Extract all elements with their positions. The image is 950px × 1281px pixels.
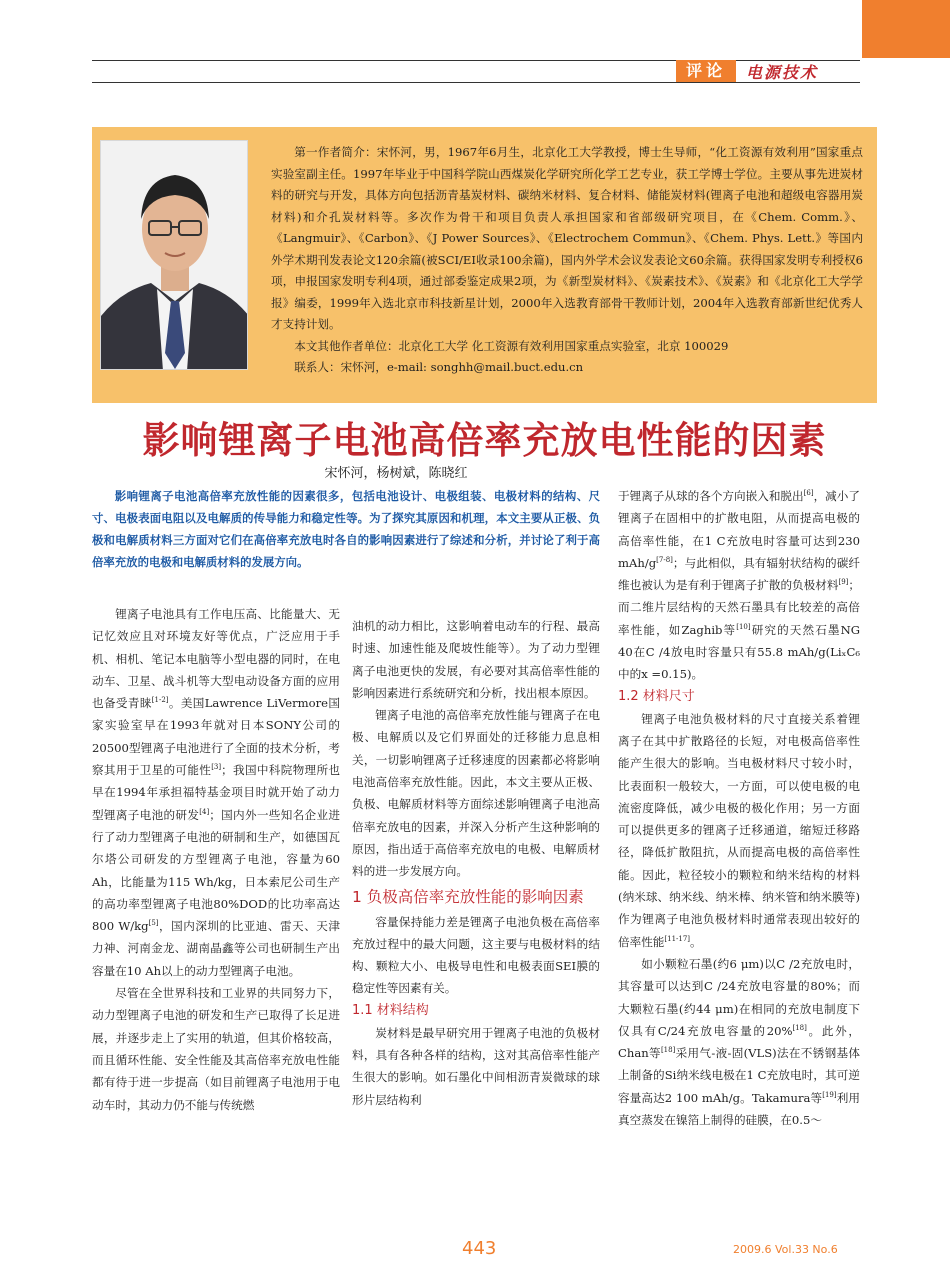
subsection-heading-1-2: 1.2 材料尺寸 <box>618 688 695 704</box>
bio-units: 本文其他作者单位：北京化工大学 化工资源有效利用国家重点实验室，北京 100029 <box>294 338 729 353</box>
paragraph: 油机的动力相比，这影响着电动车的行程、最高时速、加速性能及爬坡性能等）。为了动力型锂离子电池更快的发展，有必要对其高倍率性能的影响因素进行系统研究和分析，找出根本原因。 <box>352 619 600 700</box>
section-category: 评论 <box>676 60 736 82</box>
body-column-3 <box>618 485 860 1131</box>
page-number: 443 <box>462 1238 497 1259</box>
paragraph: 如小颗粒石墨(约6 μm)以C /2充放电时，其容量可以达到C /24充放电容量的80%；而大颗粒石墨(约44 μm)在相同的充放电制度下仅具有C/24充放电容量的20%[18]。此外，Chan等[18]采用气-液-固(VLS)法在不锈钢基体上制备的Si纳米线电极在1 C充放电时，其可逆容量高达2 100 mAh/g。Takamura等[19]利用真空蒸发在镍箔上制得的硅膜，在0.5～ <box>618 956 860 1128</box>
paragraph: 炭材料是最早研究用于锂离子电池的负极材料，具有各种各样的结构，这对其高倍率性能产生很大的影响。如石墨化中间相沥青炭微球的球形片层结构利 <box>352 1025 600 1107</box>
paragraph: 锂离子电池的高倍率充放性能与锂离子在电极、电解质以及它们界面处的迁移能力息息相关，一切影响锂离子迁移速度的因素都必将影响电池高倍率充放性能。因此，本文主要从正极、负极、电解质材料等方面综述影响锂离子电池高倍率充放电的因素，并深入分析产生这种影响的原因，指出适于高倍率充放电的电极、电解质材料的进一步发展方向。 <box>352 708 600 879</box>
author-photo <box>100 140 248 370</box>
body-column-1 <box>92 603 340 1116</box>
subsection-heading-1-1: 1.1 材料结构 <box>352 1002 429 1018</box>
body-column-2 <box>352 615 600 1111</box>
issue-info: 2009.6 Vol.33 No.6 <box>733 1243 838 1256</box>
corner-tab <box>862 0 950 58</box>
bio-intro: 第一作者简介：宋怀河，男，1967年6月生，北京化工大学教授，博士生导师，“化工资源有效利用”国家重点实验室副主任。1997年毕业于中国科学院山西煤炭化学研究所化学工艺专业，获工学博士学位。主要从事先进炭材料的研究与开发，具体方向包括沥青基炭材料、碳纳米材料、复合材料、储能炭材料(锂离子电池和超级电容器用炭材料)和介孔炭材料等。多次作为骨干和项目负责人承担国家和省部级研究项目，在《Chem. Comm.》、《Langmuir》、《Carbon》、《J Power Sources》、《Electrochem Commun》、《Chem. Phys. Lett.》等国内外学术期刊发表论文120余篇(被SCI/EI收录100余篇)，国内外学术会议发表论文60余篇。获得国家发明专利授权6项，申报国家发明专利4项，通过部委鉴定成果2项，为《新型炭材料》、《炭素技术》、《炭素》和《北京化工大学学报》编委，1999年入选北京市科技新星计划，2000年入选教育部骨干教师计划，2004年入选教育部新世纪优秀人才支持计划。 <box>271 145 863 331</box>
running-header <box>676 60 818 82</box>
article-title: 影响锂离子电池高倍率充放电性能的因素 <box>142 419 827 462</box>
paragraph: 锂离子电池负极材料的尺寸直接关系着锂离子在其中扩散路径的长短，对电极高倍率性能产生很大的影响。当电极材料尺寸较小时，比表面积一般较大，一方面，可以使电极的电流密度降低，减少电极的极化作用；另一方面可以提供更多的锂离子迁移通道，缩短迁移路径，降低扩散阻抗，从而提高电极的高倍率性能。因此，粒径较小的颗粒和纳米结构的材料(纳米球、纳米线、纳米棒、纳米管和纳米膜等) 作为锂离子电池负极材料时通常表现出较好的倍率性能[11-17]。 <box>618 711 860 949</box>
journal-name: 电源技术 <box>746 62 819 82</box>
article-abstract: 影响锂离子电池高倍率充放性能的因素很多，包括电池设计、电极组装、电极材料的结构、尺寸、电极表面电阻以及电解质的传导能力和稳定性等。为了探究其原因和机理，本文主要从正极、负极和电解质材料三方面对它们在高倍率充放电时各自的影响因素进行了综述和分析，并讨论了利于高倍率充放的电极和电解质材料的发展方向。 <box>92 489 600 569</box>
paragraph: 容量保持能力差是锂离子电池负极在高倍率充放过程中的最大问题，这主要与电极材料的结构、颗粒大小、电极导电性和电极表面SEI膜的稳定性等因素有关。 <box>352 914 600 996</box>
paragraph: 尽管在全世界科技和工业界的共同努力下，动力型锂离子电池的研发和生产已取得了长足进展，并逐步走上了实用的轨道，但其价格较高，而且循环性能、安全性能及其高倍率充放电性能都有待于进一步提高（如目前锂离子电池用于电动车时，其动力仍不能与传统燃 <box>92 986 340 1112</box>
paragraph: 锂离子电池具有工作电压高、比能量大、无记忆效应且对环境友好等优点，广泛应用于手机、相机、笔记本电脑等小型电器的同时，在电动车、卫星、战斗机等大型电动设备方面的应用也备受青睐[1-2]。美国Lawrence LiVermore国家实验室早在1993年就对日本SONY公司的20500型锂离子电池进行了全面的技术分析，考察其用于卫星的可能性[3]；我国中科院物理所也早在1994年承担福特基金项目时就开始了动力型锂离子电池的研发[4]；国内外一些知名企业进行了动力型锂离子电池的研制和生产，如德国瓦尔塔公司研发的方型锂离子电池，容量为60 Ah，比能量为115 Wh/kg，日本索尼公司生产的高功率型锂离子电池80%DOD的比功率高达800 W/kg[5]，国内深圳的比亚迪、雷天、天津力神、河南金龙、湖南晶鑫等公司也研制生产出容量在10 Ah以上的动力型锂离子电池。 <box>92 607 340 978</box>
paragraph: 于锂离子从球的各个方向嵌入和脱出[6]，减小了锂离子在固相中的扩散电阻，从而提高电极的高倍率性能，在1 C充放电时容量可达到230 mAh/g[7-8]；与此相似，具有辐射状结构的碳纤维也被认为是有利于锂离子扩散的负极材料[9]；而二维片层结构的天然石墨具有比较差的高倍率性能，如Zaghib等[10]研究的天然石墨NG 40在C /4放电时容量只有55.8 mAh/g(LiₓC₆中的x =0.15)。 <box>618 489 860 682</box>
section-heading-1: 1 负极高倍率充放性能的影响因素 <box>352 887 584 906</box>
author-bio-text <box>271 142 863 379</box>
article-authors: 宋怀河，杨树斌，陈晓红 <box>324 466 468 481</box>
bio-contact: 联系人：宋怀河，e-mail: songhh@mail.buct.edu.cn <box>294 360 584 374</box>
